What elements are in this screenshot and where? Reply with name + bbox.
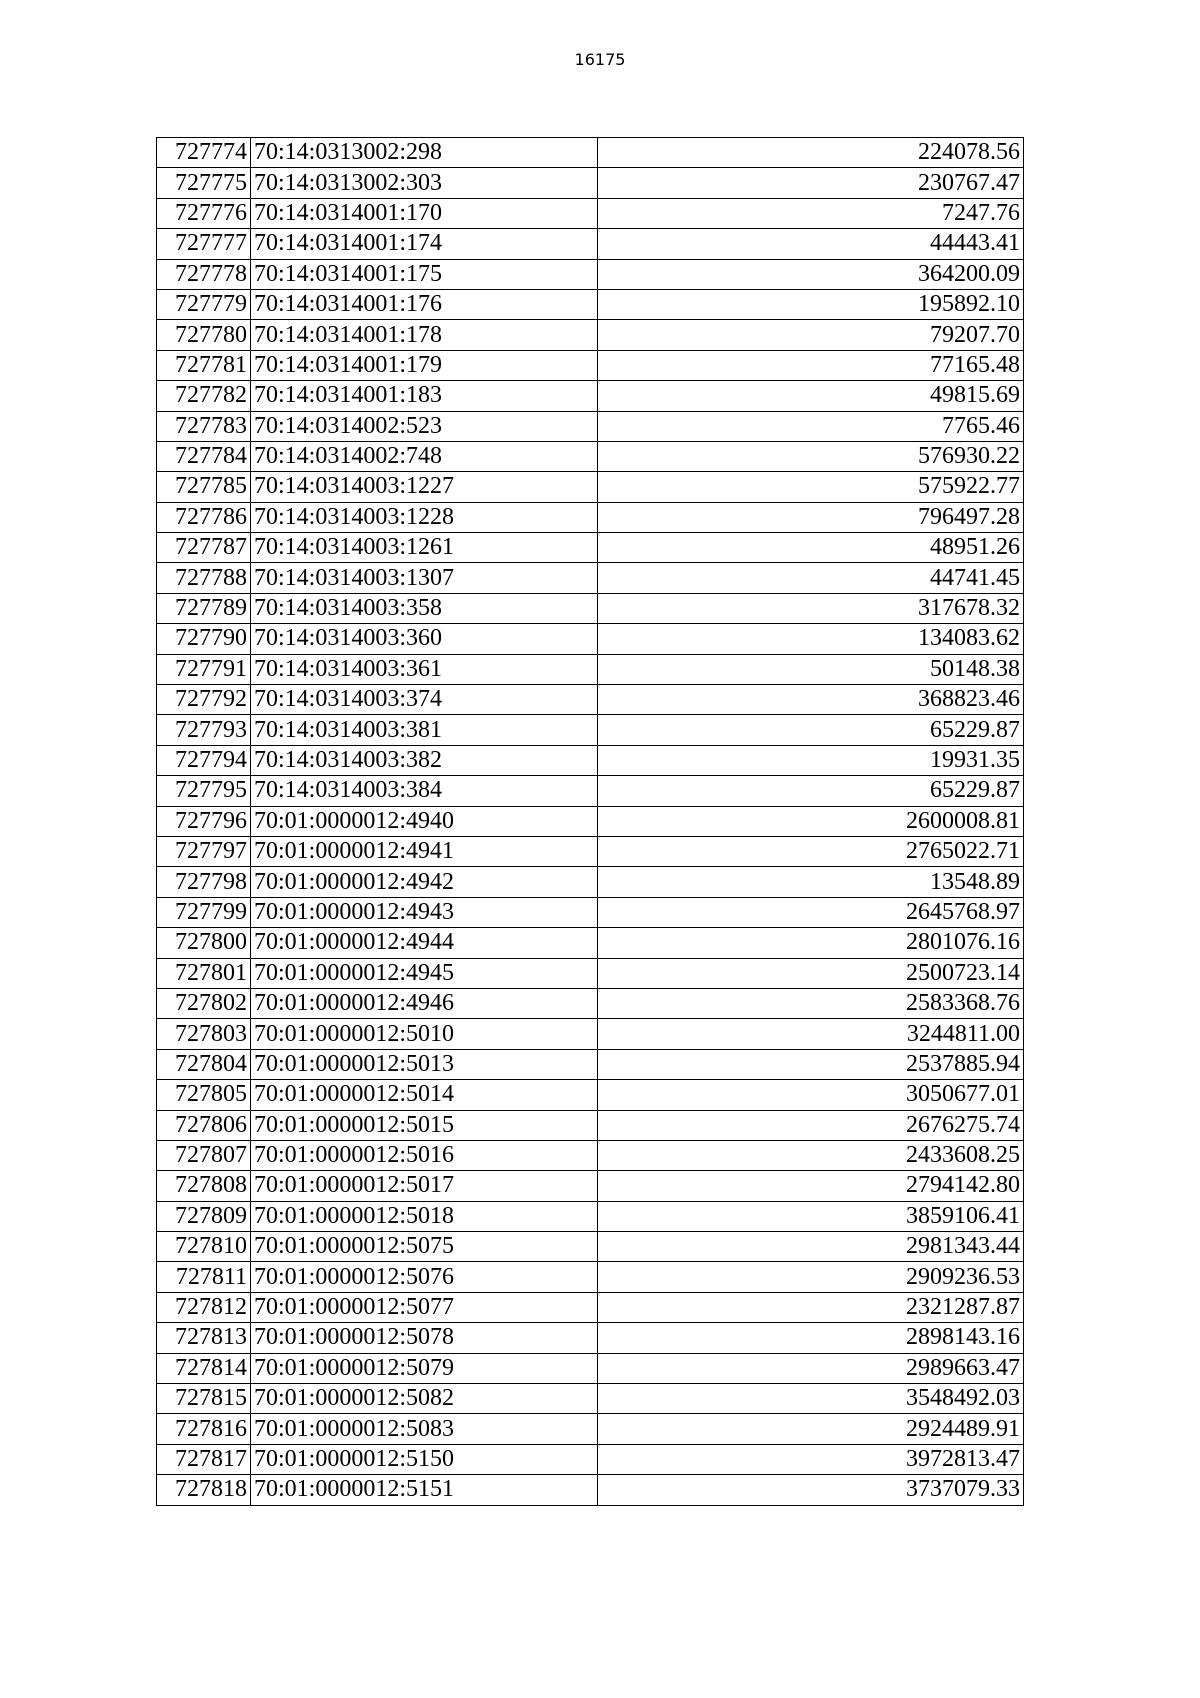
row-number-cell: 727788 [157, 563, 251, 593]
row-number-cell: 727812 [157, 1292, 251, 1322]
cadastral-number-cell: 70:14:0314003:1307 [251, 563, 598, 593]
page-number: 16175 [574, 50, 626, 69]
table-row [157, 1414, 1024, 1444]
table-row [157, 381, 1024, 411]
cadastral-number-cell: 70:14:0314003:361 [251, 654, 598, 684]
table-row [157, 502, 1024, 532]
cadastral-number-cell: 70:14:0314003:382 [251, 745, 598, 775]
cadastral-number-cell: 70:01:0000012:5076 [251, 1262, 598, 1292]
table-row [157, 441, 1024, 471]
row-number-cell: 727787 [157, 533, 251, 563]
table-row [157, 1049, 1024, 1079]
table-row [157, 1384, 1024, 1414]
table-row [157, 1110, 1024, 1140]
cadastral-value-cell: 2765022.71 [598, 836, 1024, 866]
cadastral-value-cell: 2676275.74 [598, 1110, 1024, 1140]
table-row [157, 472, 1024, 502]
table-row [157, 1232, 1024, 1262]
table-row [157, 289, 1024, 319]
cadastral-number-cell: 70:01:0000012:5083 [251, 1414, 598, 1444]
cadastral-value-cell: 230767.47 [598, 168, 1024, 198]
table-row [157, 745, 1024, 775]
row-number-cell: 727781 [157, 350, 251, 380]
row-number-cell: 727779 [157, 289, 251, 319]
table-body [157, 138, 1024, 1506]
cadastral-value-cell: 576930.22 [598, 441, 1024, 471]
table-row [157, 198, 1024, 228]
cadastral-number-cell: 70:14:0313002:303 [251, 168, 598, 198]
cadastral-value-cell: 2801076.16 [598, 928, 1024, 958]
cadastral-value-cell: 2537885.94 [598, 1049, 1024, 1079]
cadastral-number-cell: 70:01:0000012:5018 [251, 1201, 598, 1231]
row-number-cell: 727810 [157, 1232, 251, 1262]
table-row [157, 836, 1024, 866]
row-number-cell: 727808 [157, 1171, 251, 1201]
table-row [157, 411, 1024, 441]
cadastral-value-cell: 50148.38 [598, 654, 1024, 684]
cadastral-number-cell: 70:01:0000012:4945 [251, 958, 598, 988]
row-number-cell: 727815 [157, 1384, 251, 1414]
row-number-cell: 727814 [157, 1353, 251, 1383]
row-number-cell: 727813 [157, 1323, 251, 1353]
cadastral-value-cell: 2794142.80 [598, 1171, 1024, 1201]
cadastral-number-cell: 70:01:0000012:5010 [251, 1019, 598, 1049]
cadastral-number-cell: 70:14:0314003:1227 [251, 472, 598, 502]
row-number-cell: 727782 [157, 381, 251, 411]
row-number-cell: 727817 [157, 1444, 251, 1474]
table-row [157, 806, 1024, 836]
cadastral-number-cell: 70:14:0314001:175 [251, 259, 598, 289]
cadastral-value-cell: 65229.87 [598, 776, 1024, 806]
cadastral-value-cell: 13548.89 [598, 867, 1024, 897]
cadastral-number-cell: 70:14:0314003:1261 [251, 533, 598, 563]
row-number-cell: 727800 [157, 928, 251, 958]
cadastral-number-cell: 70:01:0000012:4940 [251, 806, 598, 836]
row-number-cell: 727783 [157, 411, 251, 441]
cadastral-number-cell: 70:14:0314001:174 [251, 229, 598, 259]
row-number-cell: 727799 [157, 897, 251, 927]
row-number-cell: 727805 [157, 1080, 251, 1110]
table-row [157, 897, 1024, 927]
table-row [157, 1475, 1024, 1505]
table-row [157, 1019, 1024, 1049]
cadastral-value-cell: 134083.62 [598, 624, 1024, 654]
cadastral-number-cell: 70:14:0314003:374 [251, 685, 598, 715]
cadastral-number-cell: 70:14:0314001:183 [251, 381, 598, 411]
table-row [157, 1140, 1024, 1170]
cadastral-number-cell: 70:01:0000012:5014 [251, 1080, 598, 1110]
cadastral-value-cell: 317678.32 [598, 593, 1024, 623]
cadastral-value-cell: 2989663.47 [598, 1353, 1024, 1383]
row-number-cell: 727794 [157, 745, 251, 775]
table-row [157, 1080, 1024, 1110]
row-number-cell: 727785 [157, 472, 251, 502]
row-number-cell: 727775 [157, 168, 251, 198]
table-row [157, 350, 1024, 380]
cadastral-value-cell: 3244811.00 [598, 1019, 1024, 1049]
row-number-cell: 727790 [157, 624, 251, 654]
cadastral-value-cell: 796497.28 [598, 502, 1024, 532]
row-number-cell: 727797 [157, 836, 251, 866]
row-number-cell: 727798 [157, 867, 251, 897]
cadastral-number-cell: 70:01:0000012:5017 [251, 1171, 598, 1201]
cadastral-number-cell: 70:01:0000012:5082 [251, 1384, 598, 1414]
cadastral-number-cell: 70:14:0314001:176 [251, 289, 598, 319]
row-number-cell: 727804 [157, 1049, 251, 1079]
table-row [157, 1201, 1024, 1231]
cadastral-value-cell: 49815.69 [598, 381, 1024, 411]
cadastral-value-cell: 364200.09 [598, 259, 1024, 289]
cadastral-value-cell: 3050677.01 [598, 1080, 1024, 1110]
row-number-cell: 727796 [157, 806, 251, 836]
table-row [157, 229, 1024, 259]
row-number-cell: 727803 [157, 1019, 251, 1049]
row-number-cell: 727809 [157, 1201, 251, 1231]
row-number-cell: 727806 [157, 1110, 251, 1140]
cadastral-number-cell: 70:01:0000012:5151 [251, 1475, 598, 1505]
cadastral-value-cell: 2924489.91 [598, 1414, 1024, 1444]
cadastral-number-cell: 70:14:0314003:381 [251, 715, 598, 745]
cadastral-value-cell: 2500723.14 [598, 958, 1024, 988]
cadastral-value-cell: 44443.41 [598, 229, 1024, 259]
row-number-cell: 727802 [157, 988, 251, 1018]
cadastral-number-cell: 70:14:0314003:1228 [251, 502, 598, 532]
cadastral-number-cell: 70:01:0000012:4944 [251, 928, 598, 958]
cadastral-number-cell: 70:14:0314003:360 [251, 624, 598, 654]
row-number-cell: 727784 [157, 441, 251, 471]
cadastral-value-cell: 19931.35 [598, 745, 1024, 775]
row-number-cell: 727776 [157, 198, 251, 228]
table-row [157, 1353, 1024, 1383]
cadastral-value-cell: 2898143.16 [598, 1323, 1024, 1353]
cadastral-number-cell: 70:01:0000012:4946 [251, 988, 598, 1018]
cadastral-value-cell: 2600008.81 [598, 806, 1024, 836]
row-number-cell: 727780 [157, 320, 251, 350]
cadastral-value-cell: 2433608.25 [598, 1140, 1024, 1170]
cadastral-value-cell: 2321287.87 [598, 1292, 1024, 1322]
row-number-cell: 727801 [157, 958, 251, 988]
cadastral-number-cell: 70:01:0000012:5150 [251, 1444, 598, 1474]
cadastral-value-cell: 3972813.47 [598, 1444, 1024, 1474]
cadastral-value-cell: 224078.56 [598, 138, 1024, 168]
cadastral-value-cell: 2981343.44 [598, 1232, 1024, 1262]
cadastral-number-cell: 70:01:0000012:4941 [251, 836, 598, 866]
row-number-cell: 727807 [157, 1140, 251, 1170]
row-number-cell: 727795 [157, 776, 251, 806]
cadastral-number-cell: 70:14:0313002:298 [251, 138, 598, 168]
table-row [157, 138, 1024, 168]
cadastral-value-cell: 368823.46 [598, 685, 1024, 715]
table-row [157, 867, 1024, 897]
cadastral-value-cell: 2583368.76 [598, 988, 1024, 1018]
cadastral-number-cell: 70:14:0314003:384 [251, 776, 598, 806]
row-number-cell: 727786 [157, 502, 251, 532]
table-row [157, 715, 1024, 745]
cadastral-value-cell: 65229.87 [598, 715, 1024, 745]
table-row [157, 928, 1024, 958]
cadastral-number-cell: 70:01:0000012:5078 [251, 1323, 598, 1353]
cadastral-value-cell: 7247.76 [598, 198, 1024, 228]
cadastral-number-cell: 70:01:0000012:5015 [251, 1110, 598, 1140]
cadastral-value-cell: 3548492.03 [598, 1384, 1024, 1414]
table-row [157, 1262, 1024, 1292]
cadastral-value-cell: 7765.46 [598, 411, 1024, 441]
cadastral-value-cell: 44741.45 [598, 563, 1024, 593]
row-number-cell: 727818 [157, 1475, 251, 1505]
table-row [157, 168, 1024, 198]
cadastral-value-table [156, 137, 1024, 1506]
cadastral-number-cell: 70:01:0000012:4943 [251, 897, 598, 927]
table-row [157, 1171, 1024, 1201]
table-row [157, 958, 1024, 988]
row-number-cell: 727811 [157, 1262, 251, 1292]
cadastral-number-cell: 70:14:0314001:170 [251, 198, 598, 228]
row-number-cell: 727777 [157, 229, 251, 259]
row-number-cell: 727778 [157, 259, 251, 289]
cadastral-value-cell: 48951.26 [598, 533, 1024, 563]
cadastral-value-cell: 77165.48 [598, 350, 1024, 380]
cadastral-number-cell: 70:01:0000012:5077 [251, 1292, 598, 1322]
cadastral-number-cell: 70:01:0000012:5016 [251, 1140, 598, 1170]
cadastral-number-cell: 70:01:0000012:5075 [251, 1232, 598, 1262]
cadastral-number-cell: 70:14:0314002:523 [251, 411, 598, 441]
cadastral-number-cell: 70:14:0314003:358 [251, 593, 598, 623]
table-row [157, 533, 1024, 563]
row-number-cell: 727792 [157, 685, 251, 715]
cadastral-value-cell: 2645768.97 [598, 897, 1024, 927]
table-row [157, 259, 1024, 289]
cadastral-value-cell: 575922.77 [598, 472, 1024, 502]
cadastral-number-cell: 70:14:0314001:179 [251, 350, 598, 380]
table-row [157, 988, 1024, 1018]
table-row [157, 776, 1024, 806]
cadastral-value-cell: 79207.70 [598, 320, 1024, 350]
table-row [157, 1323, 1024, 1353]
table-row [157, 593, 1024, 623]
table-row [157, 563, 1024, 593]
table-row [157, 1444, 1024, 1474]
table-row [157, 685, 1024, 715]
row-number-cell: 727793 [157, 715, 251, 745]
cadastral-number-cell: 70:01:0000012:5079 [251, 1353, 598, 1383]
row-number-cell: 727791 [157, 654, 251, 684]
table-row [157, 1292, 1024, 1322]
table-row [157, 654, 1024, 684]
row-number-cell: 727774 [157, 138, 251, 168]
row-number-cell: 727816 [157, 1414, 251, 1444]
table-row [157, 624, 1024, 654]
table-row [157, 320, 1024, 350]
cadastral-number-cell: 70:14:0314002:748 [251, 441, 598, 471]
cadastral-number-cell: 70:01:0000012:5013 [251, 1049, 598, 1079]
cadastral-value-cell: 195892.10 [598, 289, 1024, 319]
cadastral-value-cell: 2909236.53 [598, 1262, 1024, 1292]
cadastral-value-cell: 3737079.33 [598, 1475, 1024, 1505]
row-number-cell: 727789 [157, 593, 251, 623]
cadastral-number-cell: 70:14:0314001:178 [251, 320, 598, 350]
cadastral-value-cell: 3859106.41 [598, 1201, 1024, 1231]
cadastral-number-cell: 70:01:0000012:4942 [251, 867, 598, 897]
